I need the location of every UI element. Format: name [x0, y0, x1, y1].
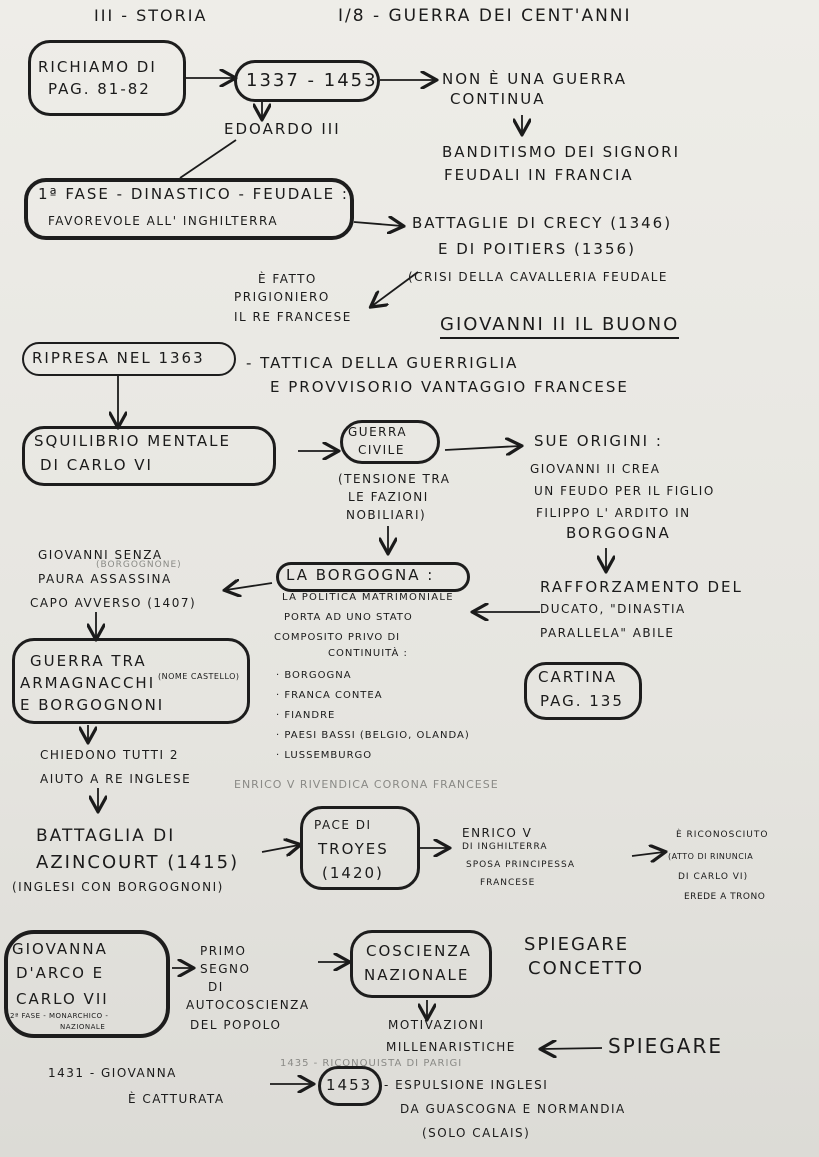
phase1-line1: 1ª FASE - DINASTICO - FEUDALE : — [38, 185, 349, 203]
guerra-civile-line1: GUERRA — [348, 425, 408, 439]
tensione-line1: (TENSIONE TRA — [338, 472, 451, 486]
battles-line1: BATTAGLIE DI CRECY (1346) — [412, 214, 673, 232]
raff-line2: DUCATO, "DINASTIA — [540, 602, 686, 616]
bandits-line2: FEUDALI IN FRANCIA — [444, 166, 634, 184]
politica-line3: COMPOSITO PRIVO DI — [274, 632, 401, 643]
gsp-line3: CAPO AVVERSO (1407) — [30, 596, 197, 610]
azincourt-line1: BATTAGLIA DI — [36, 826, 176, 846]
region-item: · LUSSEMBURGO — [276, 750, 373, 761]
espulsione-line1: - ESPULSIONE INGLESI — [384, 1078, 549, 1092]
catturata-line2: È CATTURATA — [128, 1092, 225, 1106]
giovanna-line2: D'ARCO E — [16, 964, 105, 982]
phase1-line2: FAVOREVOLE ALL' INGHILTERRA — [48, 214, 279, 228]
armagnac-line1: GUERRA TRA — [30, 652, 147, 670]
richiamo-line1: RICHIAMO DI — [38, 58, 157, 76]
erede-line3: DI CARLO VI) — [678, 872, 749, 882]
prisoner-line2: PRIGIONIERO — [234, 290, 330, 304]
gsp-line2: PAURA ASSASSINA — [38, 572, 172, 586]
edoardo-label: EDOARDO III — [224, 120, 341, 138]
segno-line5: DEL POPOLO — [190, 1018, 282, 1032]
section-label: III - STORIA — [94, 6, 208, 25]
squilibrio-line2: DI CARLO VI — [40, 456, 153, 474]
azincourt-line3: (INGLESI CON BORGOGNONI) — [12, 880, 224, 894]
region-item: · BORGOGNA — [276, 670, 352, 681]
spiegare-concetto-line2: CONCETTO — [528, 958, 644, 979]
enrico-line3: SPOSA PRINCIPESSA — [466, 860, 575, 870]
espulsione-line3: (SOLO CALAIS) — [422, 1126, 531, 1140]
catturata-line1: 1431 - GIOVANNA — [48, 1066, 177, 1080]
dates-text: 1337 - 1453 — [246, 70, 378, 91]
feudo-line2: UN FEUDO PER IL FIGLIO — [534, 484, 715, 498]
armagnac-line3: E BORGOGNONI — [20, 696, 165, 714]
armagnac-line2: ARMAGNACCHI — [20, 674, 156, 692]
richiamo-box — [28, 40, 186, 116]
gsp-line1: GIOVANNI SENZA — [38, 548, 163, 562]
region-item: · FRANCA CONTEA — [276, 690, 383, 701]
cartina-line1: CARTINA — [538, 668, 618, 686]
giovanni-buono: GIOVANNI II IL BUONO — [440, 314, 679, 339]
enrico-pencil-note: ENRICO V RIVENDICA CORONA FRANCESE — [234, 778, 499, 791]
motivazioni-line1: MOTIVAZIONI — [388, 1018, 485, 1032]
spiegare-concetto-line1: SPIEGARE — [524, 934, 630, 955]
guerra-civile-line2: CIVILE — [358, 443, 405, 457]
troyes-line1: PACE DI — [314, 818, 372, 832]
battles-line2: E DI POITIERS (1356) — [438, 240, 636, 258]
coscienza-box — [350, 930, 492, 998]
parigi-pencil-note: 1435 - RICONQUISTA DI PARIGI — [280, 1058, 463, 1069]
giovanna-line5: NAZIONALE — [60, 1023, 106, 1031]
giovanna-line4: 2ª FASE - MONARCHICO - — [10, 1012, 109, 1020]
raff-line3: PARALLELA" ABILE — [540, 626, 675, 640]
squilibrio-line1: SQUILIBRIO MENTALE — [34, 432, 231, 450]
region-item: · FIANDRE — [276, 710, 336, 721]
raff-line1: RAFFORZAMENTO DEL — [540, 578, 743, 596]
erede-line2: (ATTO DI RINUNCIA — [668, 852, 754, 861]
feudo-line3: FILIPPO L' ARDITO IN — [536, 506, 691, 520]
motivazioni-line2: MILLENARISTICHE — [386, 1040, 516, 1054]
tensione-line2: LE FAZIONI — [348, 490, 429, 504]
feudo-line4: BORGOGNA — [566, 524, 671, 542]
politica-line4: CONTINUITÀ : — [328, 648, 408, 659]
azincourt-line2: AZINCOURT (1415) — [36, 852, 240, 873]
feudo-line1: GIOVANNI II CREA — [530, 462, 661, 476]
aiuto-line1: CHIEDONO TUTTI 2 — [40, 748, 179, 762]
ripresa-text: RIPRESA NEL 1363 — [32, 349, 205, 367]
armagnac-note: (NOME CASTELLO) — [158, 672, 240, 681]
gsp-pencil-note: (BORGOGNONE) — [96, 560, 182, 570]
erede-line1: È RICONOSCIUTO — [676, 830, 769, 840]
prisoner-line1: È FATTO — [258, 272, 317, 286]
cartina-line2: PAG. 135 — [540, 692, 624, 710]
giovanna-line1: GIOVANNA — [12, 940, 108, 958]
coscienza-line1: COSCIENZA — [366, 942, 472, 960]
segno-line1: PRIMO — [200, 944, 247, 958]
politica-line1: LA POLITICA MATRIMONIALE — [282, 592, 454, 603]
troyes-line2: TROYES — [318, 840, 389, 858]
enrico-line1: ENRICO V — [462, 826, 533, 840]
region-item: · PAESI BASSI (BELGIO, OLANDA) — [276, 730, 470, 741]
enrico-line4: FRANCESE — [480, 878, 536, 888]
not-continuous-line2: CONTINUA — [450, 90, 546, 108]
segno-line3: DI — [208, 980, 224, 994]
richiamo-line2: PAG. 81-82 — [48, 80, 151, 98]
segno-line4: AUTOCOSCIENZA — [186, 998, 310, 1012]
tactic-line2: E PROVVISORIO VANTAGGIO FRANCESE — [270, 378, 629, 396]
page-title: I/8 - GUERRA DEI CENT'ANNI — [338, 6, 632, 26]
enrico-line2: DI INGHILTERRA — [462, 842, 548, 852]
borgogna-title: LA BORGOGNA : — [286, 566, 435, 584]
aiuto-line2: AIUTO A RE INGLESE — [40, 772, 192, 786]
not-continuous-line1: NON È UNA GUERRA — [442, 70, 628, 88]
troyes-line3: (1420) — [322, 864, 384, 882]
spiegare-label: SPIEGARE — [608, 1034, 724, 1058]
prisoner-line3: IL RE FRANCESE — [234, 310, 352, 324]
politica-line2: PORTA AD UNO STATO — [284, 612, 413, 623]
tactic-line1: - TATTICA DELLA GUERRIGLIA — [246, 354, 519, 372]
erede-line4: EREDE A TRONO — [684, 892, 766, 902]
coscienza-line2: NAZIONALE — [364, 966, 470, 984]
giovanna-line3: CARLO VII — [16, 990, 109, 1008]
origini-title: SUE ORIGINI : — [534, 432, 663, 450]
end-date-text: 1453 — [326, 1076, 373, 1094]
crisis-text: (CRISI DELLA CAVALLERIA FEUDALE — [408, 270, 668, 284]
segno-line2: SEGNO — [200, 962, 251, 976]
espulsione-line2: DA GUASCOGNA E NORMANDIA — [400, 1102, 626, 1116]
tensione-line3: NOBILIARI) — [346, 508, 427, 522]
bandits-line1: BANDITISMO DEI SIGNORI — [442, 143, 681, 161]
